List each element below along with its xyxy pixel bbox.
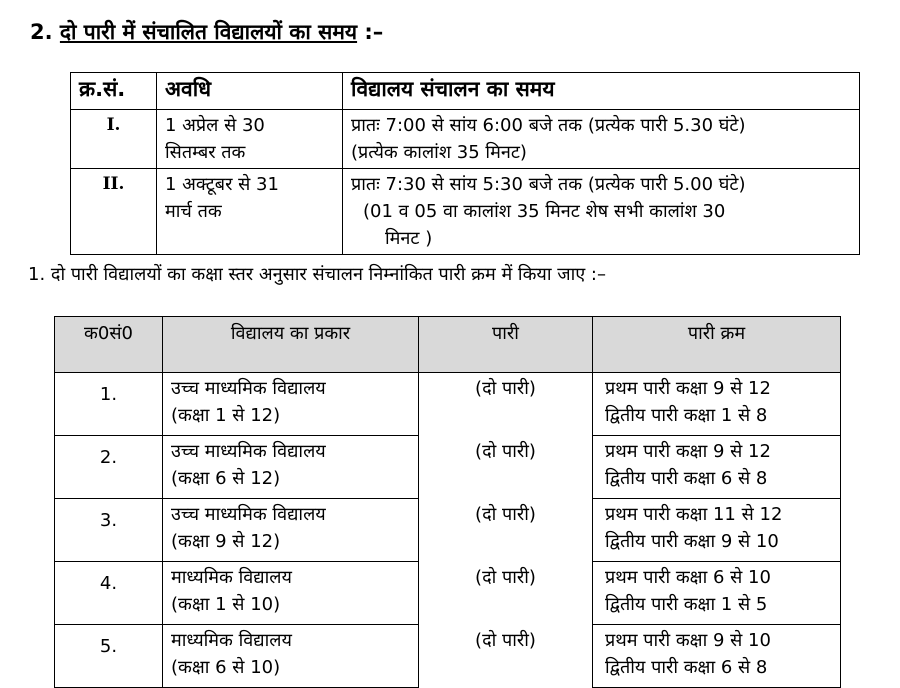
table-row xyxy=(55,499,841,562)
section-heading xyxy=(30,18,383,46)
row-shift-order: प्रथम पारी कक्षा 6 से 10 द्वितीय पारी कक्षा 1 से 5 xyxy=(593,562,841,625)
timing-line: प्रातः 7:30 से सांय 5:30 बजे तक (प्रत्येक पारी 5.00 घंटे) xyxy=(351,174,746,195)
row-serial: II. xyxy=(71,169,157,255)
row-serial: 1. xyxy=(55,373,163,436)
row-school-type: उच्च माध्यमिक विद्यालय (कक्षा 1 से 12) xyxy=(163,373,419,436)
timing-table xyxy=(70,72,860,255)
row-school-type: माध्यमिक विद्यालय (कक्षा 1 से 10) xyxy=(163,562,419,625)
row-timing xyxy=(343,110,860,169)
row-serial: 4. xyxy=(55,562,163,625)
header-shift-order: पारी क्रम xyxy=(593,317,841,373)
timing-line: प्रातः 7:00 से सांय 6:00 बजे तक (प्रत्येक पारी 5.30 घंटे) xyxy=(351,115,746,136)
row-shift: (दो पारी) xyxy=(419,436,593,499)
row-shift-order: प्रथम पारी कक्षा 11 से 12 द्वितीय पारी कक्षा 9 से 10 xyxy=(593,499,841,562)
row-serial: I. xyxy=(71,110,157,169)
row-shift: (दो पारी) xyxy=(419,562,593,625)
heading-title: दो पारी में संचालित विद्यालयों का समय xyxy=(59,20,358,44)
row-school-type: उच्च माध्यमिक विद्यालय (कक्षा 9 से 12) xyxy=(163,499,419,562)
row-shift-order: प्रथम पारी कक्षा 9 से 12 द्वितीय पारी कक्षा 6 से 8 xyxy=(593,436,841,499)
table-row xyxy=(55,373,841,436)
header-period: अवधि xyxy=(157,73,343,110)
heading-suffix: :– xyxy=(357,20,384,44)
row-school-type: माध्यमिक विद्यालय (कक्षा 6 से 10) xyxy=(163,625,419,688)
shift-order-table xyxy=(54,316,841,688)
table-row xyxy=(55,436,841,499)
row-shift: (दो पारी) xyxy=(419,625,593,688)
row-period: 1 अक्टूबर से 31 मार्च तक xyxy=(157,169,343,255)
row-serial: 2. xyxy=(55,436,163,499)
shift-note: 1. दो पारी विद्यालयों का कक्षा स्तर अनुसार संचालन निम्नांकित पारी क्रम में किया जाए :– xyxy=(28,264,606,285)
timing-line: (01 व 05 वा कालांश 35 मिनट शेष सभी कालांश 30 xyxy=(363,201,726,222)
row-shift: (दो पारी) xyxy=(419,373,593,436)
header-timing: विद्यालय संचालन का समय xyxy=(343,73,860,110)
row-shift: (दो पारी) xyxy=(419,499,593,562)
header-serial: क्र.सं. xyxy=(71,73,157,110)
row-period: 1 अप्रेल से 30 सितम्बर तक xyxy=(157,110,343,169)
table-row xyxy=(55,562,841,625)
row-serial: 3. xyxy=(55,499,163,562)
row-shift-order: प्रथम पारी कक्षा 9 से 10 द्वितीय पारी कक्षा 6 से 8 xyxy=(593,625,841,688)
table-row xyxy=(55,625,841,688)
header-school-type: विद्यालय का प्रकार xyxy=(163,317,419,373)
table-row xyxy=(71,169,860,255)
timing-table-header-row xyxy=(71,73,860,110)
row-timing xyxy=(343,169,860,255)
heading-number: 2. xyxy=(30,20,53,44)
table-row xyxy=(71,110,860,169)
row-serial: 5. xyxy=(55,625,163,688)
row-school-type: उच्च माध्यमिक विद्यालय (कक्षा 6 से 12) xyxy=(163,436,419,499)
shift-table-header-row xyxy=(55,317,841,373)
header-shift: पारी xyxy=(419,317,593,373)
row-shift-order: प्रथम पारी कक्षा 9 से 12 द्वितीय पारी कक्षा 1 से 8 xyxy=(593,373,841,436)
timing-line: (प्रत्येक कालांश 35 मिनट) xyxy=(351,142,527,163)
timing-line: मिनट ) xyxy=(385,228,433,249)
header-serial: क0सं0 xyxy=(55,317,163,373)
